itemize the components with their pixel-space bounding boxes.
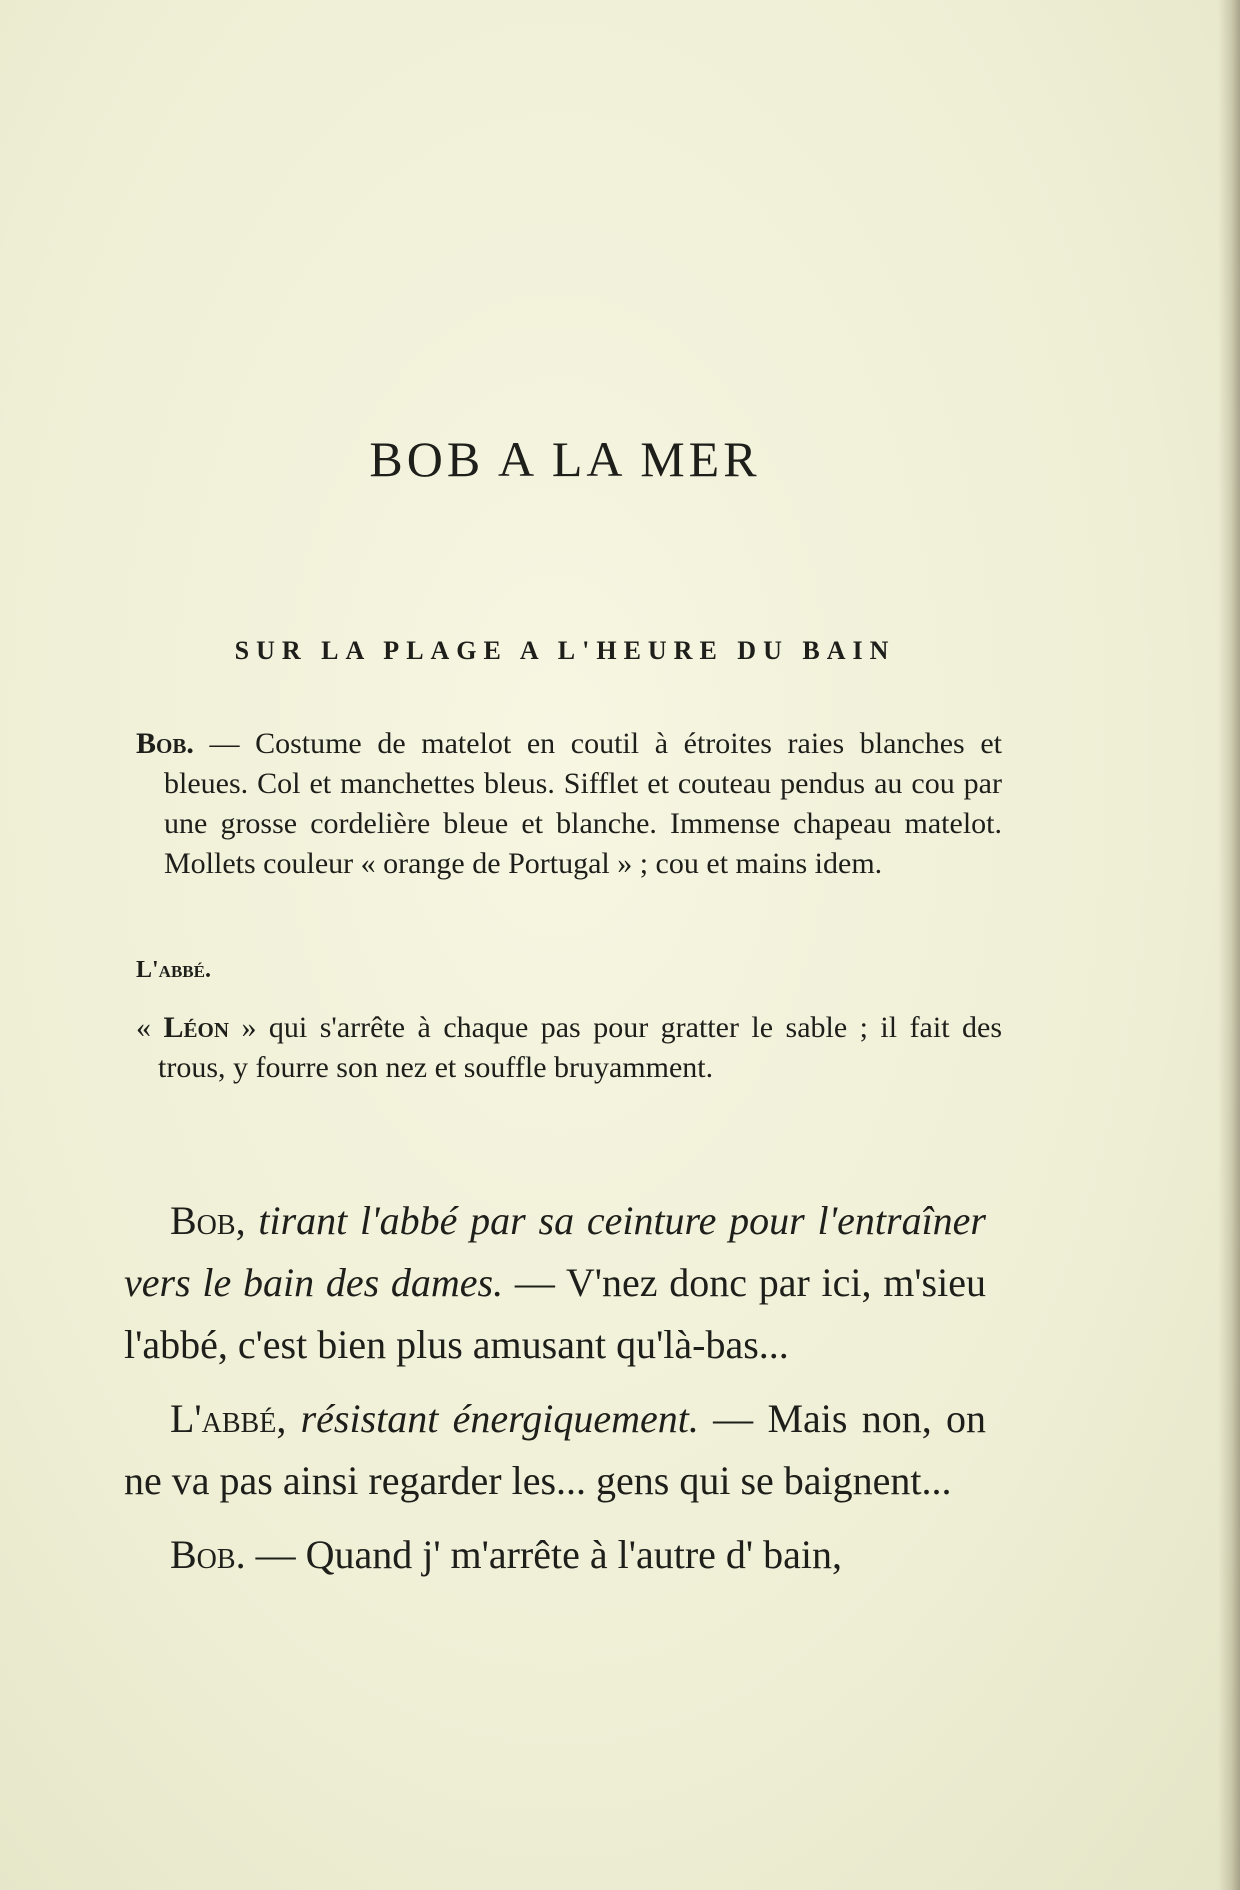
cast-entry-abbe xyxy=(136,950,1002,990)
speaker-name: Bob xyxy=(170,1198,236,1243)
dialogue-paragraph: Bob, tirant l'abbé par sa ceinture pour l'entraîner vers le bain des dames. — V'nez donc par ici, m'sieu l'abbé, c'est bien plus amusant qu'là-bas... xyxy=(124,1198,987,1367)
open-quote: « xyxy=(136,1011,164,1044)
cast-description: Costume de matelot en coutil à étroites raies blanches et bleues. Col et manchettes bleus. Sifflet et couteau pendus au cou par une grosse cordelière bleue et blanche. Immense chapeau matelot. Mollets couleur « orange de Portugal » ; cou et mains idem. xyxy=(164,727,1002,880)
spoken-line: V'nez donc par ici, m'sieu l'abbé, c'est bien plus amusant qu'là-bas... xyxy=(124,1260,986,1367)
spoken-line: Quand j' m'arrête à l'autre d' bain, xyxy=(305,1532,842,1577)
chapter-title: BOB A LA MER xyxy=(369,431,761,487)
spoken-line: Mais non, on ne va pas ainsi regarder les... gens qui se baignent... xyxy=(124,1396,987,1503)
stage-direction: tirant l'abbé par sa ceinture pour l'entraîner vers le bain des dames. xyxy=(124,1198,987,1305)
stage-direction: résistant énergiquement. xyxy=(300,1396,699,1441)
cast-entry-bob xyxy=(136,724,1002,884)
dialogue-paragraph: L'abbé, résistant énergiquement. — Mais non, on ne va pas ainsi regarder les... gens qui se baignent... xyxy=(124,1396,987,1503)
cast-dash: — xyxy=(193,727,256,760)
scene-heading: SUR LA PLAGE A L'HEURE DU BAIN xyxy=(234,636,896,665)
speaker-name: Bob. xyxy=(170,1532,246,1577)
cast-description: » qui s'arrête à chaque pas pour gratter le sable ; il fait des trous, y fourre son nez et souffle bruyamment. xyxy=(158,1011,1002,1084)
page-edge-shadow xyxy=(1218,0,1240,1890)
cast-name: Léon xyxy=(163,1011,229,1044)
cast-entry-leon xyxy=(136,1008,1002,1088)
dialogue-paragraph: Bob. — Quand j' m'arrête à l'autre d' bain, xyxy=(170,1532,842,1577)
cast-name: L'abbé. xyxy=(136,957,211,983)
speaker-name: L'abbé xyxy=(170,1396,277,1441)
cast-name: Bob. xyxy=(136,727,194,760)
dialogue-body xyxy=(124,1190,986,1598)
